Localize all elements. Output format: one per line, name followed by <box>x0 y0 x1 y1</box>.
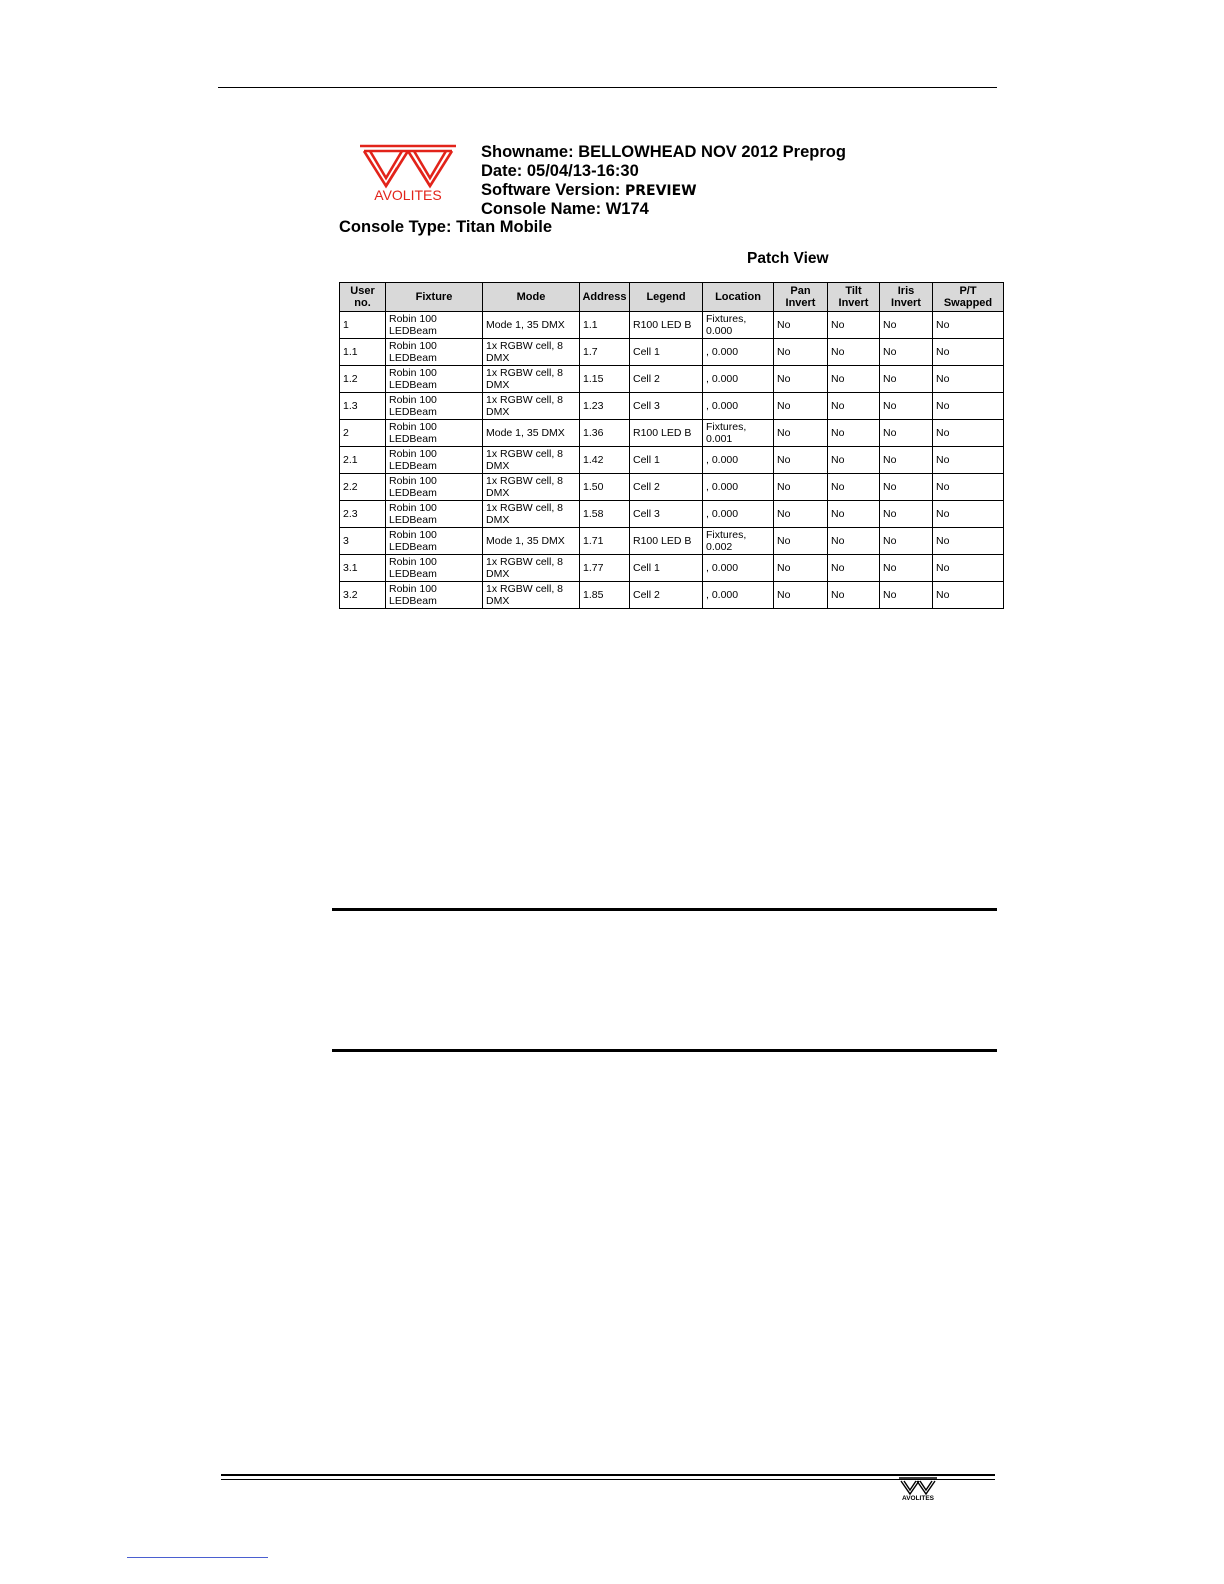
table-cell: No <box>828 474 880 501</box>
table-cell: 3 <box>340 528 386 555</box>
table-cell: Mode 1, 35 DMX <box>483 312 580 339</box>
table-cell: No <box>828 501 880 528</box>
table-cell: Robin 100 LEDBeam <box>386 447 483 474</box>
table-cell: No <box>774 312 828 339</box>
console-name-value: W174 <box>605 200 649 218</box>
table-row <box>340 420 1004 447</box>
table-cell: Cell 1 <box>630 339 703 366</box>
table-cell: No <box>774 474 828 501</box>
table-cell: , 0.000 <box>703 447 774 474</box>
table-cell: 1 <box>340 312 386 339</box>
svg-text:AVOLITES: AVOLITES <box>901 1495 935 1501</box>
table-cell: Cell 3 <box>630 501 703 528</box>
table-cell: No <box>933 366 1004 393</box>
table-row <box>340 393 1004 420</box>
table-cell: , 0.000 <box>703 366 774 393</box>
table-cell: Robin 100 LEDBeam <box>386 339 483 366</box>
table-row <box>340 339 1004 366</box>
table-cell: Robin 100 LEDBeam <box>386 312 483 339</box>
table-cell: No <box>933 339 1004 366</box>
svg-text:AVOLITES: AVOLITES <box>374 187 442 203</box>
table-cell: No <box>880 393 933 420</box>
showname-value: BELLOWHEAD NOV 2012 Preprog <box>578 143 846 161</box>
table-cell: No <box>880 582 933 609</box>
table-cell: No <box>828 393 880 420</box>
table-cell: No <box>880 339 933 366</box>
table-cell: 1x RGBW cell, 8 DMX <box>483 474 580 501</box>
showname-line: Showname: BELLOWHEAD NOV 2012 Preprog <box>481 143 846 161</box>
table-cell: No <box>828 447 880 474</box>
table-cell: Robin 100 LEDBeam <box>386 420 483 447</box>
table-cell: No <box>933 555 1004 582</box>
header-rule <box>218 87 997 88</box>
table-cell: Robin 100 LEDBeam <box>386 528 483 555</box>
table-cell: R100 LED B <box>630 312 703 339</box>
table-cell: 1.7 <box>580 339 630 366</box>
table-cell: No <box>828 582 880 609</box>
table-cell: 1x RGBW cell, 8 DMX <box>483 366 580 393</box>
table-cell: 1x RGBW cell, 8 DMX <box>483 501 580 528</box>
table-cell: 1.23 <box>580 393 630 420</box>
footer-avolites-logo <box>896 1476 940 1501</box>
table-cell: No <box>933 528 1004 555</box>
table-cell: R100 LED B <box>630 420 703 447</box>
column-header: Pan Invert <box>774 283 828 312</box>
column-header: P/T Swapped <box>933 283 1004 312</box>
table-cell: , 0.000 <box>703 582 774 609</box>
table-cell: No <box>774 366 828 393</box>
table-cell: 1.58 <box>580 501 630 528</box>
column-header: Legend <box>630 283 703 312</box>
table-cell: No <box>774 528 828 555</box>
table-cell: Robin 100 LEDBeam <box>386 393 483 420</box>
avolites-logo <box>356 142 460 206</box>
table-cell: Cell 1 <box>630 555 703 582</box>
table-cell: No <box>828 420 880 447</box>
table-cell: Fixtures, 0.001 <box>703 420 774 447</box>
console-type-value: Titan Mobile <box>456 218 553 236</box>
console-name-line: Console Name: W174 <box>481 200 649 218</box>
table-cell: 1.2 <box>340 366 386 393</box>
table-cell: 3.1 <box>340 555 386 582</box>
table-cell: Robin 100 LEDBeam <box>386 582 483 609</box>
table-cell: 2.1 <box>340 447 386 474</box>
table-cell: Cell 2 <box>630 366 703 393</box>
table-cell: No <box>933 312 1004 339</box>
column-header: Mode <box>483 283 580 312</box>
bottom-link-underline[interactable] <box>127 1557 268 1558</box>
table-cell: Robin 100 LEDBeam <box>386 501 483 528</box>
table-cell: No <box>880 420 933 447</box>
date-line: Date: 05/04/13-16:30 <box>481 162 639 180</box>
table-cell: 1.1 <box>340 339 386 366</box>
date-value: 05/04/13-16:30 <box>526 162 639 180</box>
table-cell: 3.2 <box>340 582 386 609</box>
table-cell: No <box>774 501 828 528</box>
table-row <box>340 582 1004 609</box>
table-cell: Robin 100 LEDBeam <box>386 366 483 393</box>
table-row <box>340 528 1004 555</box>
table-cell: 1x RGBW cell, 8 DMX <box>483 339 580 366</box>
table-cell: , 0.000 <box>703 339 774 366</box>
table-cell: Fixtures, 0.002 <box>703 528 774 555</box>
table-cell: Mode 1, 35 DMX <box>483 420 580 447</box>
table-cell: 1.36 <box>580 420 630 447</box>
table-row <box>340 366 1004 393</box>
table-cell: , 0.000 <box>703 474 774 501</box>
section-rule-bottom <box>332 1049 997 1052</box>
section-rule-top <box>332 908 997 911</box>
table-cell: 2.2 <box>340 474 386 501</box>
table-cell: 1x RGBW cell, 8 DMX <box>483 582 580 609</box>
table-cell: Robin 100 LEDBeam <box>386 555 483 582</box>
table-cell: Cell 2 <box>630 474 703 501</box>
table-cell: No <box>880 447 933 474</box>
table-row <box>340 312 1004 339</box>
table-cell: R100 LED B <box>630 528 703 555</box>
table-cell: 1.85 <box>580 582 630 609</box>
table-cell: Cell 1 <box>630 447 703 474</box>
table-cell: 2 <box>340 420 386 447</box>
footer-rule <box>221 1474 995 1476</box>
table-cell: , 0.000 <box>703 555 774 582</box>
footer-rule-thin <box>221 1479 995 1480</box>
table-cell: No <box>828 339 880 366</box>
table-row <box>340 501 1004 528</box>
table-cell: No <box>774 555 828 582</box>
table-cell: No <box>880 528 933 555</box>
console-type-line: Console Type: Titan Mobile <box>339 218 553 236</box>
software-version-value: PREVIEW <box>624 183 697 199</box>
table-cell: 1.15 <box>580 366 630 393</box>
table-cell: 1.42 <box>580 447 630 474</box>
column-header: User no. <box>340 283 386 312</box>
column-header: Iris Invert <box>880 283 933 312</box>
table-cell: No <box>828 555 880 582</box>
table-cell: No <box>933 474 1004 501</box>
table-cell: 1.1 <box>580 312 630 339</box>
table-row <box>340 474 1004 501</box>
table-cell: No <box>880 312 933 339</box>
table-cell: Robin 100 LEDBeam <box>386 474 483 501</box>
patch-table <box>339 282 1004 609</box>
table-cell: No <box>774 420 828 447</box>
table-row <box>340 555 1004 582</box>
table-cell: No <box>933 582 1004 609</box>
table-cell: Fixtures, 0.000 <box>703 312 774 339</box>
table-cell: No <box>933 420 1004 447</box>
column-header: Location <box>703 283 774 312</box>
table-cell: Cell 2 <box>630 582 703 609</box>
column-header: Address <box>580 283 630 312</box>
table-cell: Mode 1, 35 DMX <box>483 528 580 555</box>
table-cell: No <box>828 366 880 393</box>
table-cell: No <box>774 582 828 609</box>
table-cell: No <box>933 447 1004 474</box>
table-cell: No <box>774 447 828 474</box>
table-cell: 1x RGBW cell, 8 DMX <box>483 555 580 582</box>
table-header-row <box>340 283 1004 312</box>
software-version-line: Software Version: PREVIEW <box>481 181 697 199</box>
patch-view-title: Patch View <box>747 250 829 267</box>
table-cell: 1.77 <box>580 555 630 582</box>
table-cell: No <box>933 501 1004 528</box>
table-cell: No <box>774 339 828 366</box>
column-header: Tilt Invert <box>828 283 880 312</box>
table-cell: Cell 3 <box>630 393 703 420</box>
table-cell: , 0.000 <box>703 393 774 420</box>
table-cell: 1.71 <box>580 528 630 555</box>
table-cell: 2.3 <box>340 501 386 528</box>
table-cell: 1x RGBW cell, 8 DMX <box>483 393 580 420</box>
table-cell: 1.3 <box>340 393 386 420</box>
table-cell: No <box>774 393 828 420</box>
table-cell: No <box>880 555 933 582</box>
table-cell: No <box>880 501 933 528</box>
table-cell: 1x RGBW cell, 8 DMX <box>483 447 580 474</box>
table-cell: No <box>828 528 880 555</box>
table-row <box>340 447 1004 474</box>
table-cell: No <box>828 312 880 339</box>
table-cell: , 0.000 <box>703 501 774 528</box>
table-cell: 1.50 <box>580 474 630 501</box>
table-cell: No <box>880 366 933 393</box>
table-cell: No <box>880 474 933 501</box>
column-header: Fixture <box>386 283 483 312</box>
table-cell: No <box>933 393 1004 420</box>
